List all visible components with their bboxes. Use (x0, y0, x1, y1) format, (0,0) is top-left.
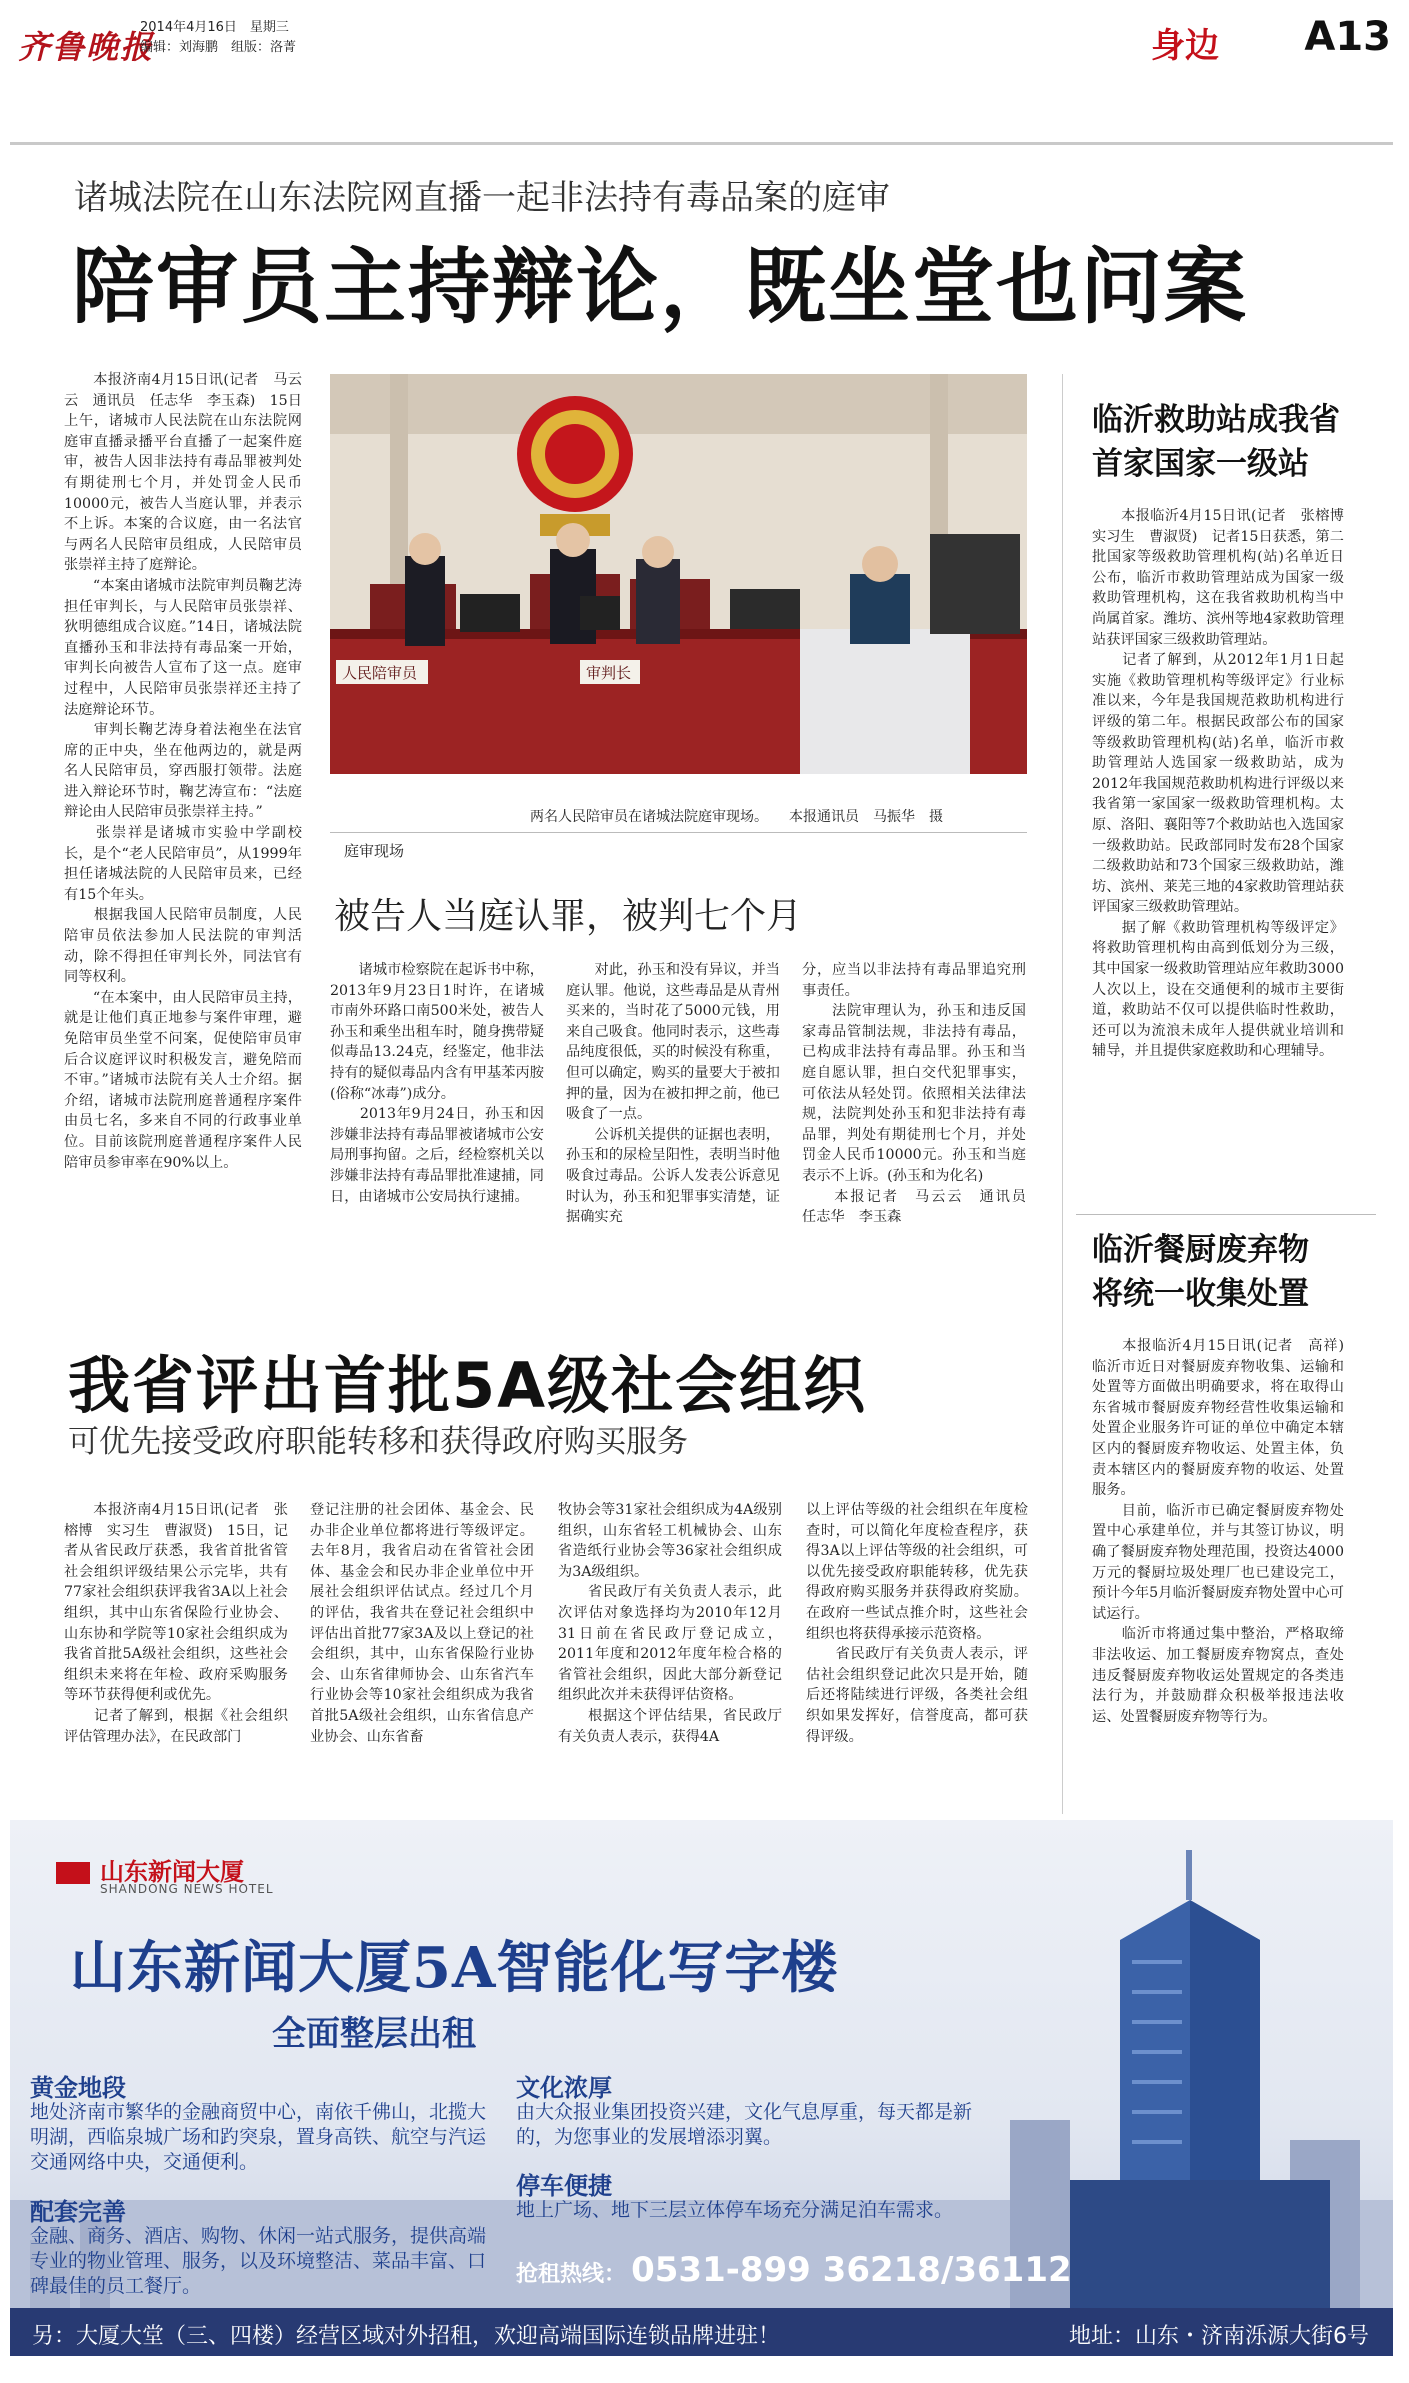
ad-footer-notice: 另：大厦大堂（三、四楼）经营区域对外招租，欢迎高端国际连锁品牌进驻！ (32, 2324, 781, 2349)
editors-credit: 编辑：刘海鹏 组版：洛菁 (140, 40, 297, 55)
newspaper-logo: 齐鲁晚报 (18, 28, 155, 66)
second-body-col4: 以上评估等级的社会组织在年度检查时，可以简化年度检查程序，获得3A以上评估等级的社会组织，可以优先接受政府职能转移，优先获得政府购买服务并获得政府奖励。在政府一些试点推介时，这些社会组织也将获得承接示范资格。 省民政厅有关负责人表示，评估社会组织登记此次只是开始，随后还将陆续进行评级，各类社会组织如果发挥好，信誉度高，都可获得评级。 (806, 1502, 1028, 1745)
ad-footer-bar (10, 2308, 1393, 2356)
second-body-col3: 牧协会等31家社会组织成为4A级别组织，山东省轻工机械协会、山东省造纸行业协会等36家社会组织成为3A级组织。 省民政厅有关负责人表示，此次评估对象选择均为2010年12月31日前在省民政厅登记成立，2011年度和2012年度年检合格的省管社会组织，因此大部分新登记组织此次并未获得评估资格。 根据这个评估结果，省民政厅有关负责人表示，获得4A (558, 1502, 782, 1745)
side2-headline-line1: 临沂餐厨废弃物 (1092, 1232, 1309, 1268)
brand-logo-icon (56, 1862, 90, 1884)
sub-story-headline: 被告人当庭认罪，被判七个月 (334, 896, 803, 937)
ad-section-parking-text: 地上广场、地下三层立体停车场充分满足泊车需求。 (516, 2199, 954, 2221)
ad-hotline-number: 0531-899 36218/36112 (631, 2250, 1072, 2290)
side-divider (1076, 1214, 1376, 1215)
lead-kicker: 诸城法院在山东法院网直播一起非法持有毒品案的庭审 (74, 178, 890, 218)
top-divider (10, 142, 1393, 145)
ad-title: 山东新闻大厦5A智能化写字楼 (70, 1935, 839, 2001)
sub-body-col1: 诸城市检察院在起诉书中称，2013年9月23日1时许，在诸城市南外环路口南500米处，被告人孙玉和乘坐出租车时，随身携带疑似毒品13.24克，经鉴定，他非法持有的疑似毒品内含有甲基苯丙胺(俗称“冰毒”)成分。 2013年9月24日，孙玉和因涉嫌非法持有毒品罪被诸城市公安局刑事拘留。之后，经检察机关以涉嫌非法持有毒品罪批准逮捕，同日，由诸城市公安局执行逮捕。 (330, 962, 544, 1205)
side2-headline-line2: 将统一收集处置 (1092, 1276, 1309, 1312)
lead-body-left: 本报济南4月15日讯(记者 马云云 通讯员 任志华 李玉森) 15日上午，诸城市人民法院在山东法院网庭审直播录播平台直播了一起案件庭审，被告人因非法持有毒品罪被判处有期徒刑七个月，并处罚金人民币10000元，被告人当庭认罪，并表示不上诉。本案的合议庭，由一名法官与两名人民陪审员组成，人民陪审员张崇祥主持了庭辩论。 “本案由诸城市法院审判员鞠艺涛担任审判长，与人民陪审员张崇祥、狄明德组成合议庭。”14日，诸城法院直播孙玉和非法持有毒品案一开始，审判长向被告人宣布了这一点。庭审过程中，人民陪审员张崇祥还主持了法庭辩论环节。 审判长鞠艺涛身着法袍坐在法官席的正中央，坐在他两边的，就是两名人民陪审员，穿西服打领带。法庭进入辩论环节时，鞠艺涛宣布：“法庭辩论由人民陪审员张崇祥主持。” 张崇祥是诸城市实验中学副校长，是个“老人民陪审员”，从1999年担任诸城法院的人民陪审员来，已经有15个年头。 根据我国人民陪审员制度，人民陪审员依法参加人民法院的审判活动，除不得担任审判长外，同法官有同等权利。 “在本案中，由人民陪审员主持，就是让他们真正地参与案件审理，避免陪审员坐堂不问案，促使陪审员审后合议庭评议时积极发言，避免陪而不审。”诸城市法院有关人士介绍。据介绍，诸城市法院刑庭普通程序案件由员七名，多来自不同的行政事业单位。目前该院刑庭普通程序案件人民陪审员参审率在90%以上。 (64, 372, 302, 1171)
lead-headline: 陪审员主持辩论，既坐堂也问案 (72, 240, 1249, 335)
sub-story-tag: 庭审现场 (344, 842, 405, 860)
ad-section-culture-text: 由大众报业集团投资兴建，文化气息厚重，每天都是新的，为您事业的发展增添羽翼。 (516, 2101, 973, 2148)
issue-date: 2014年4月16日 星期三 (140, 20, 289, 35)
courtroom-photo (330, 374, 1027, 774)
brand-name-en: SHANDONG NEWS HOTEL (100, 1882, 274, 1896)
ad-section-location-heading: 黄金地段 (30, 2074, 126, 2102)
second-deck: 可优先接受政府职能转移和获得政府购买服务 (68, 1424, 688, 1460)
courtroom-illustration (330, 374, 1027, 774)
advertisement (10, 1820, 1393, 2356)
side1-headline (1092, 398, 1340, 486)
sub-body-col3: 分，应当以非法持有毒品罪追究刑事责任。 法院审理认为，孙玉和违反国家毒品管制法规，非法持有毒品，已构成非法持有毒品罪。孙玉和当庭自愿认罪，担白交代犯罪事实，可依法从轻处罚。依照相关法律法规，法院判处孙玉和犯非法持有毒品罪，判处有期徒刑七个月，并处罚金人民币10000元。孙玉和当庭表示不上诉。(孙玉和为化名) 本报记者 马云云 通讯员 任志华 李玉森 (802, 962, 1026, 1226)
ad-section-facilities-text: 金融、商务、酒店、购物、休闲一站式服务，提供高端专业的物业管理、服务，以及环境整洁、菜品丰富、口碑最佳的员工餐厅。 (30, 2225, 487, 2297)
sub-body-col2: 对此，孙玉和没有异议，并当庭认罪。他说，这些毒品是从青州买来的，当时花了5000元钱，用来自己吸食。他同时表示，这些毒品纯度很低，买的时候没有称重，但可以确定，购买的量要大于被扣押的量，因为在被扣押之前，他已吸食了一点。 公诉机关提供的证据也表明，孙玉和的尿检呈阳性，表明当时他吸食过毒品。公诉人发表公诉意见时认为，孙玉和犯罪事实清楚，证据确实充 (566, 962, 780, 1226)
photo-caption: 两名人民陪审员在诸城法院庭审现场。 本报通讯员 马振华 摄 (530, 809, 943, 825)
section-name: 身边 (1151, 26, 1219, 66)
ad-hotline-label: 抢租热线： (516, 2262, 627, 2287)
side2-body: 本报临沂4月15日讯(记者 高祥) 临沂市近日对餐厨废弃物收集、运输和处置等方面做出明确要求，将在取得山东省城市餐厨废弃物经营性收集运输和处置企业服务许可证的单位中确定本辖区内的餐厨废弃物收运、处置主体，负责本辖区内的餐厨废弃物的收运、处置服务。 目前，临沂市已确定餐厨废弃物处置中心承建单位，并与其签订协议，明确了餐厨废弃物处理范围，投资达4000万元的餐厨垃圾处理厂也已建设完工，预计今年5月临沂餐厨废弃物处置中心可试运行。 临沂市将通过集中整治，严格取缔非法收运、加工餐厨废弃物窝点，查处违反餐厨废弃物收运处置规定的各类违法行为，并鼓励群众积极举报违法收运、处置餐厨废弃物等行为。 (1092, 1338, 1344, 1725)
photo-label-juror: 人民陪审员 (342, 664, 418, 682)
side1-headline-line1: 临沂救助站成我省 (1092, 402, 1340, 438)
second-body-col2: 登记注册的社会团体、基金会、民办非企业单位都将进行等级评定。去年8月，我省启动在省管社会团体、基金会和民办非企业单位中开展社会组织评估试点。经过几个月的评估，我省共在登记社会组织中评估出首批77家3A及以上登记的社会组织，其中，山东省保险行业协会、山东省律师协会、山东省汽车行业协会等10家社会组织成为我省首批5A级社会组织，山东省信息产业协会、山东省畜 (310, 1502, 534, 1745)
side1-headline-line2: 首家国家一级站 (1092, 446, 1309, 482)
ad-subtitle: 全面整层出租 (272, 2014, 476, 2054)
side1-body: 本报临沂4月15日讯(记者 张榕博 实习生 曹淑贤) 记者15日获悉，第二批国家等级救助管理机构(站)名单近日公布，临沂市救助管理站成为国家一级救助管理机构，这在我省救助机构当中尚属首家。潍坊、滨州等地4家救助管理站获评国家三级救助管理站。 记者了解到，从2012年1月1日起实施《救助管理机构等级评定》行业标准以来，今年是我国规范救助机构进行评级的第二年。根据民政部公布的国家等级救助管理机构(站)名单，临沂市救助管理站人选国家一级救助站，成为2012年我国规范救助机构进行评级以来我省第一家国家一级救助管理机构。太原、洛阳、襄阳等7个救助站也入选国家一级救助站。民政部同时发布28个国家二级救助站和73个国家三级救助站，潍坊、滨州、莱芜三地的4家救助管理站获评国家三级救助管理站。 据了解《救助管理机构等级评定》将救助管理机构由高到低划分为三级，其中国家一级救助管理站应年救助3000人次以上，设在交通便利的城市主要街道，救助站不仅可以提供临时性救助，还可以为流浪未成年人提供就业培训和辅导，并且提供家庭救助和心理辅导。 (1092, 508, 1344, 1060)
ad-section-location-text: 地处济南市繁华的金融商贸中心，南依千佛山，北揽大明湖，西临泉城广场和趵突泉，置身高铁、航空与汽运交通网络中央，交通便利。 (30, 2101, 487, 2173)
photo-label-judge: 审判长 (586, 664, 632, 682)
second-body-col1: 本报济南4月15日讯(记者 张榕博 实习生 曹淑贤) 15日，记者从省民政厅获悉，我省首批省管社会组织评级结果公示完毕，共有77家社会组织获评我省3A以上社会组织，其中山东省保险行业协会、山东协和学院等10家社会组织成为我省首批5A级社会组织，这些社会组织未来将在年检、政府采购服务等环节获得便利或优先。 记者了解到，根据《社会组织评估管理办法》，在民政部门 (64, 1502, 288, 1745)
ad-section-facilities-heading: 配套完善 (30, 2198, 126, 2226)
sub-story-header (330, 832, 1027, 833)
ad-section-culture-heading: 文化浓厚 (516, 2074, 612, 2102)
side2-headline (1092, 1228, 1309, 1316)
ad-footer-address: 地址：山东・济南泺源大街6号 (1069, 2324, 1369, 2349)
ad-hotline (516, 2250, 1072, 2290)
second-headline: 我省评出首批5A级社会组织 (68, 1349, 868, 1422)
issue-meta (140, 18, 296, 58)
page-number: A13 (1304, 14, 1391, 60)
brand-name: 山东新闻大厦 (100, 1858, 244, 1886)
ad-section-parking-heading: 停车便捷 (516, 2172, 612, 2200)
